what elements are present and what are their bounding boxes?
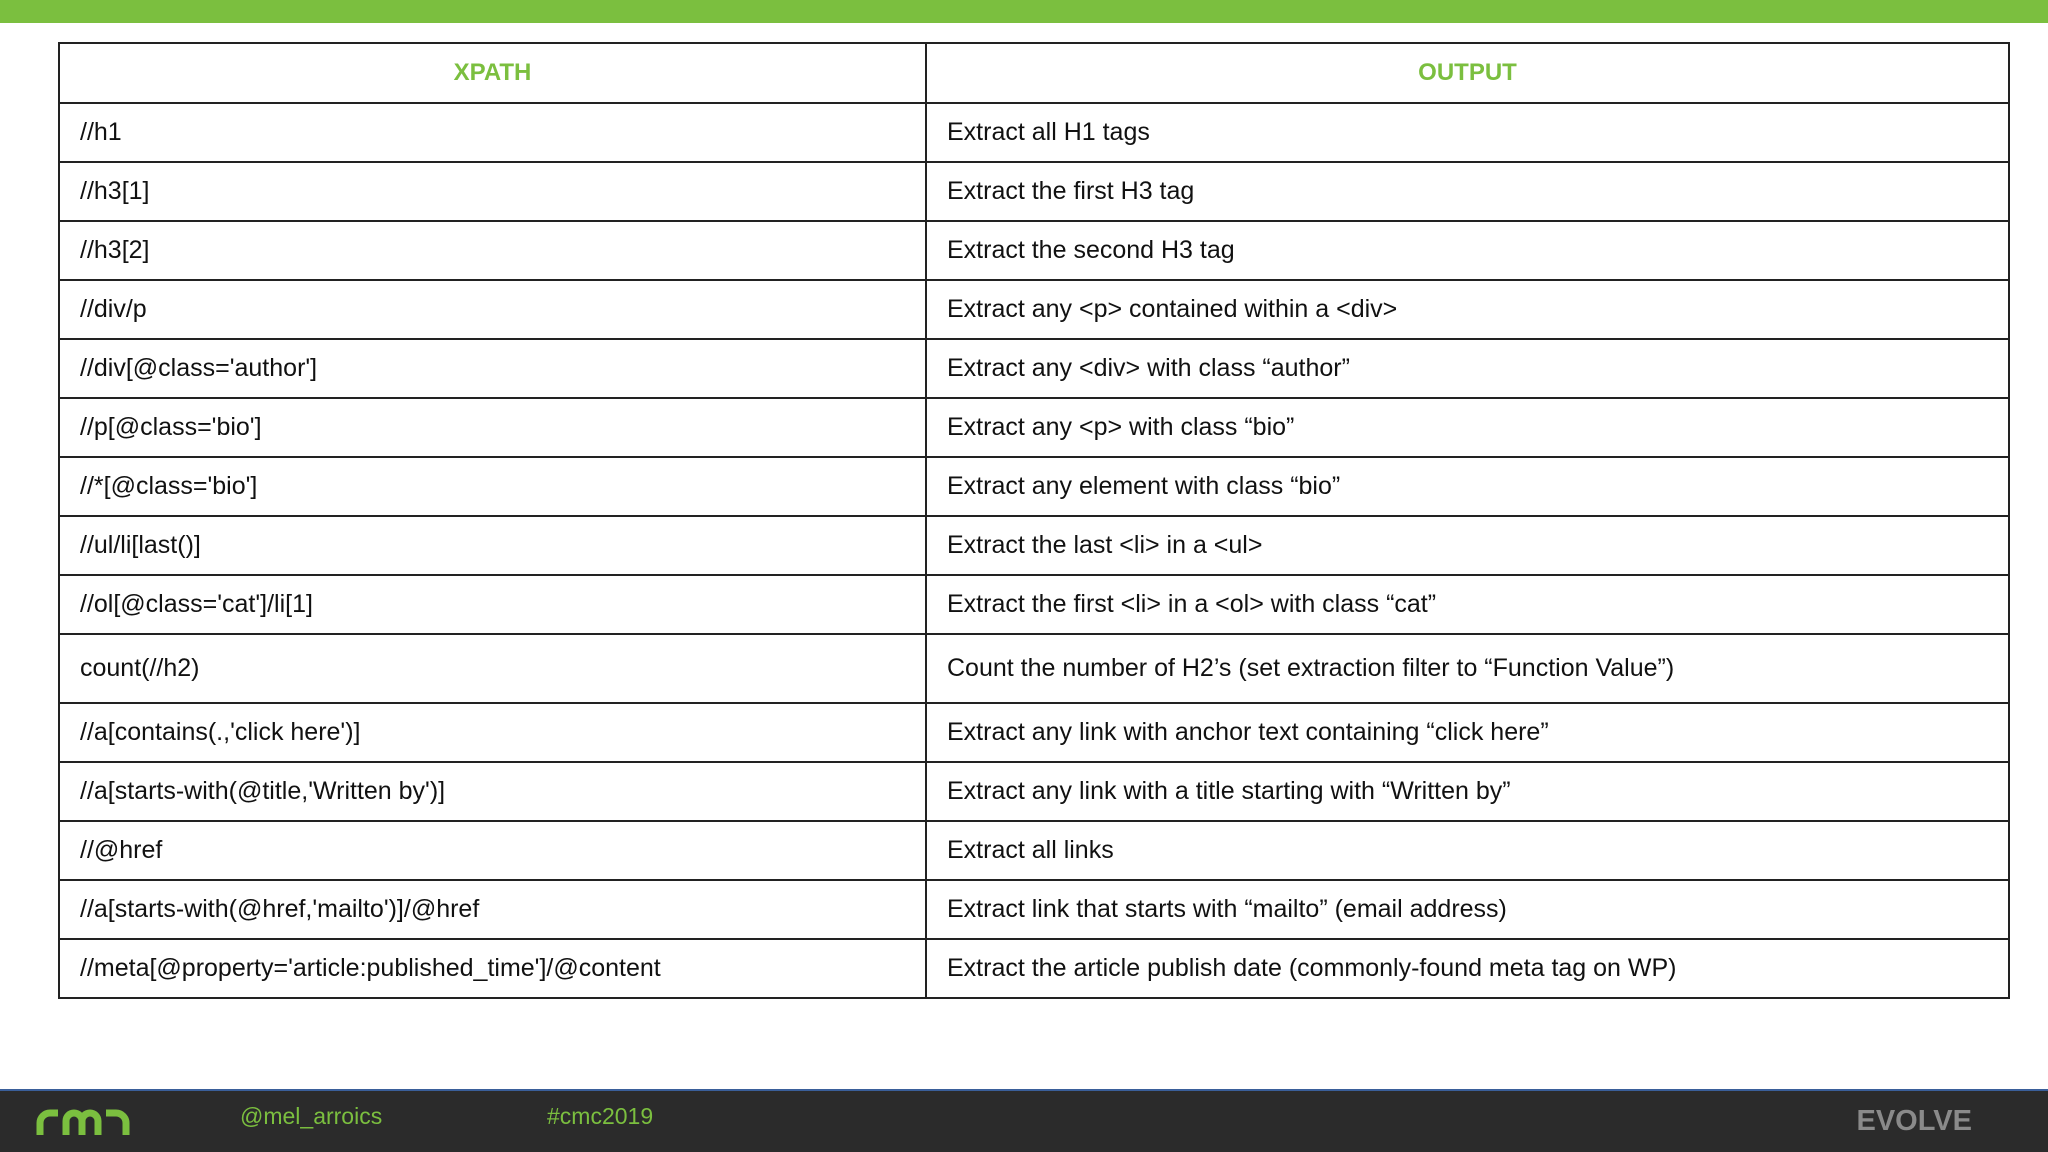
output-cell: Extract any <p> with class “bio” — [926, 398, 2009, 457]
xpath-reference-table — [58, 42, 2010, 999]
table-row — [59, 221, 2009, 280]
table-row — [59, 880, 2009, 939]
output-cell: Extract link that starts with “mailto” (email address) — [926, 880, 2009, 939]
output-cell: Extract any <p> contained within a <div> — [926, 280, 2009, 339]
table-row — [59, 162, 2009, 221]
table-row — [59, 939, 2009, 998]
xpath-cell: //p[@class='bio'] — [59, 398, 926, 457]
output-cell: Extract any element with class “bio” — [926, 457, 2009, 516]
xpath-cell: count(//h2) — [59, 634, 926, 703]
table-row — [59, 575, 2009, 634]
column-header-xpath: XPATH — [59, 43, 926, 103]
output-cell: Extract the first H3 tag — [926, 162, 2009, 221]
table-row — [59, 516, 2009, 575]
output-cell: Extract the last <li> in a <ul> — [926, 516, 2009, 575]
column-header-output: OUTPUT — [926, 43, 2009, 103]
output-cell: Extract any <div> with class “author” — [926, 339, 2009, 398]
xpath-cell: //ul/li[last()] — [59, 516, 926, 575]
xpath-cell: //div[@class='author'] — [59, 339, 926, 398]
table-header-row — [59, 43, 2009, 103]
table-row — [59, 103, 2009, 162]
output-cell: Extract the second H3 tag — [926, 221, 2009, 280]
xpath-cell: //h3[2] — [59, 221, 926, 280]
output-cell: Extract any link with a title starting with “Written by” — [926, 762, 2009, 821]
table-row — [59, 398, 2009, 457]
output-cell: Extract the first <li> in a <ol> with class “cat” — [926, 575, 2009, 634]
table-row — [59, 339, 2009, 398]
xpath-cell: //h3[1] — [59, 162, 926, 221]
xpath-cell: //@href — [59, 821, 926, 880]
xpath-cell: //div/p — [59, 280, 926, 339]
output-cell: Extract the article publish date (commonly-found meta tag on WP) — [926, 939, 2009, 998]
table-row — [59, 457, 2009, 516]
output-cell: Extract any link with anchor text containing “click here” — [926, 703, 2009, 762]
xpath-cell: //ol[@class='cat']/li[1] — [59, 575, 926, 634]
table-row — [59, 762, 2009, 821]
table-row — [59, 821, 2009, 880]
cmc-logo-icon — [36, 1107, 130, 1139]
xpath-cell: //a[starts-with(@href,'mailto')]/@href — [59, 880, 926, 939]
footer-bar — [0, 1089, 2048, 1152]
xpath-cell: //*[@class='bio'] — [59, 457, 926, 516]
output-cell: Extract all links — [926, 821, 2009, 880]
table-row — [59, 703, 2009, 762]
xpath-cell: //a[starts-with(@title,'Written by')] — [59, 762, 926, 821]
output-cell: Count the number of H2’s (set extraction filter to “Function Value”) — [926, 634, 2009, 703]
table-row — [59, 634, 2009, 703]
xpath-cell: //meta[@property='article:published_time']/@content — [59, 939, 926, 998]
top-accent-bar — [0, 0, 2048, 23]
event-hashtag: #cmc2019 — [547, 1103, 654, 1129]
table-row — [59, 280, 2009, 339]
twitter-handle: @mel_arroics — [240, 1103, 383, 1129]
brand-wordmark: EVOLVE — [1856, 1105, 1972, 1137]
xpath-cell: //a[contains(.,'click here')] — [59, 703, 926, 762]
output-cell: Extract all H1 tags — [926, 103, 2009, 162]
xpath-cell: //h1 — [59, 103, 926, 162]
